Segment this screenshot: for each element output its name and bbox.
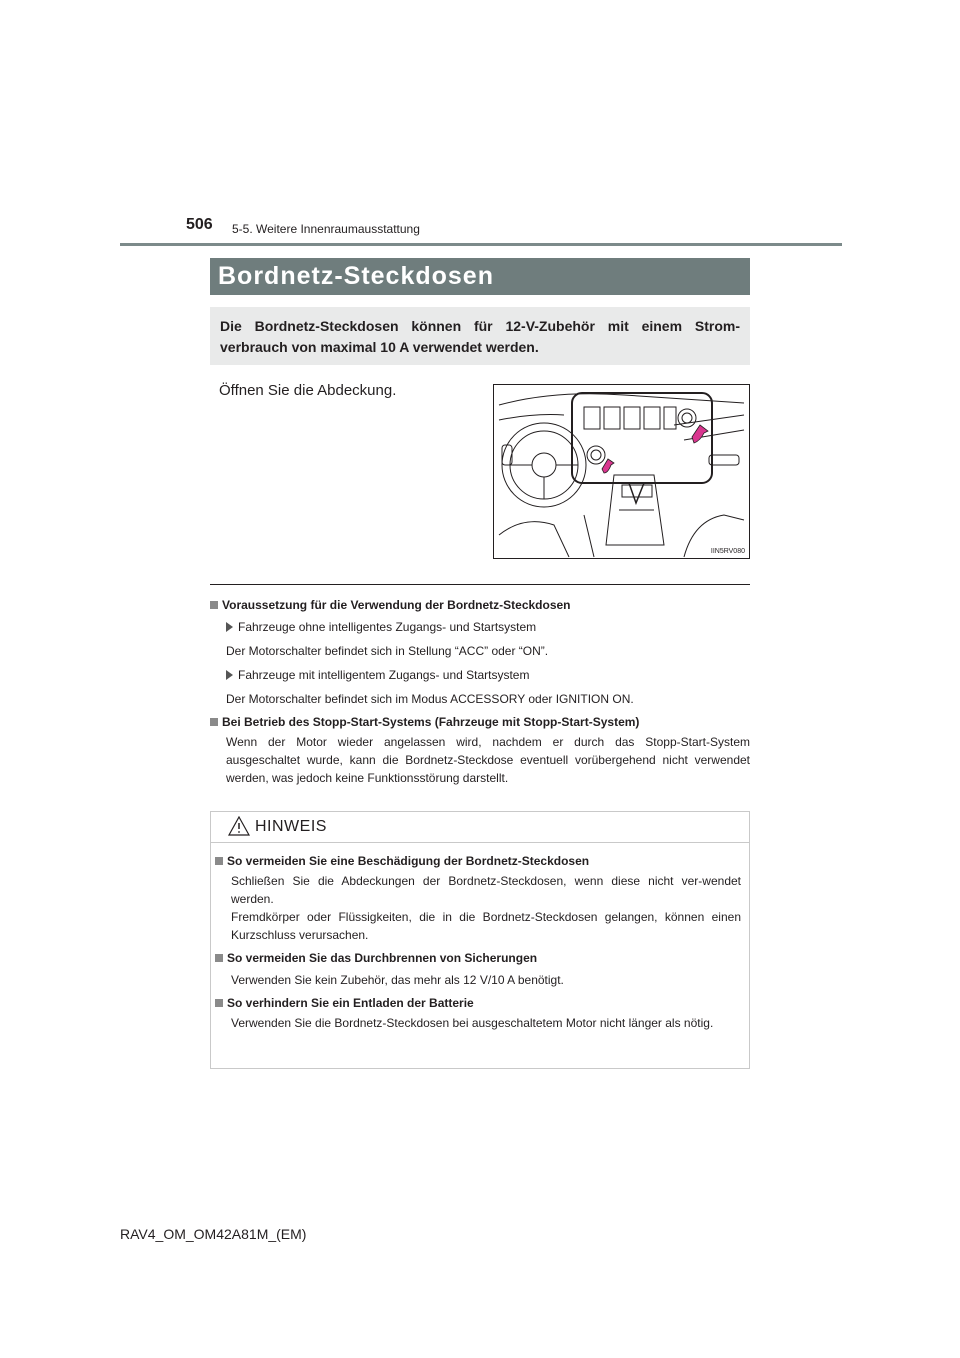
dashboard-illustration (493, 384, 750, 559)
hinweis-box (210, 811, 750, 1069)
document-code: RAV4_OM_OM42A81M_(EM) (120, 1226, 307, 1242)
title-bar (210, 258, 750, 295)
intro-box (210, 307, 750, 365)
note-section (210, 596, 750, 787)
note-2-text: Wenn der Motor wieder angelassen wird, nachdem er durch das Stopp-Start-System ausgeschaltet wurde, kann die Bordnetz-Steckdose eventuell vorübergehend nicht verwendet werden, was jedoch keine Funktionsstörung darstellt. (226, 735, 750, 785)
note-1-condition-a: Fahrzeuge ohne intelligentes Zugangs- und Startsystem (210, 618, 750, 636)
square-bullet-icon (215, 999, 223, 1007)
hinweis-2-heading: So vermeiden Sie das Durchbrennen von Sicherungen (215, 949, 741, 967)
dashboard-drawing (494, 385, 749, 558)
square-bullet-icon (215, 954, 223, 962)
hinweis-3-text: Verwenden Sie die Bordnetz-Steckdosen bei ausgeschaltetem Motor nicht länger als nötig. (231, 1016, 714, 1030)
triangle-bullet-icon (226, 622, 233, 632)
intro-line-2: verbrauch von maximal 10 A verwendet werden. (220, 339, 539, 355)
intro-line-1: Die Bordnetz-Steckdosen können für 12-V-Zubehör mit einem Strom- (220, 318, 740, 334)
square-bullet-icon (210, 601, 218, 609)
separator-rule (210, 584, 750, 585)
note-2-heading: Bei Betrieb des Stopp-Start-Systems (Fahrzeuge mit Stopp-Start-System) (210, 713, 750, 731)
hinweis-2-text: Verwenden Sie kein Zubehör, das mehr als 12 V/10 A benötigt. (231, 973, 564, 987)
note-1-text-b: Der Motorschalter befindet sich im Modus ACCESSORY oder IGNITION ON. (226, 692, 634, 706)
header-rule (120, 243, 842, 246)
note-1-condition-b: Fahrzeuge mit intelligentem Zugangs- und Startsystem (210, 666, 750, 684)
page-number: 506 (186, 216, 213, 233)
hinweis-1-text-1: Schließen Sie die Abdeckungen der Bordnetz-Steckdosen, wenn diese nicht ver-wendet werden. (231, 874, 741, 906)
note-1-heading: Voraussetzung für die Verwendung der Bordnetz-Steckdosen (210, 596, 750, 614)
square-bullet-icon (215, 857, 223, 865)
hinweis-label: HINWEIS (255, 818, 327, 835)
hinweis-header (211, 812, 749, 843)
warning-triangle-icon (228, 816, 250, 836)
section-reference: 5-5. Weitere Innenraumausstattung (232, 222, 420, 236)
triangle-bullet-icon (226, 670, 233, 680)
hinweis-1-heading: So vermeiden Sie eine Beschädigung der Bordnetz-Steckdosen (215, 852, 741, 870)
page-title: Bordnetz-Steckdosen (218, 262, 494, 290)
instruction-text: Öffnen Sie die Abdeckung. (219, 382, 397, 399)
figure-code: IIN5RV080 (710, 548, 745, 555)
hinweis-body (215, 852, 741, 1032)
hinweis-1-text-2: Fremdkörper oder Flüssigkeiten, die in die Bordnetz-Steckdosen gelangen, können einen Kurzschluss verursachen. (231, 910, 741, 942)
note-1-text-a: Der Motorschalter befindet sich in Stellung “ACC” oder “ON”. (226, 644, 549, 658)
hinweis-3-heading: So verhindern Sie ein Entladen der Batterie (215, 994, 741, 1012)
square-bullet-icon (210, 718, 218, 726)
